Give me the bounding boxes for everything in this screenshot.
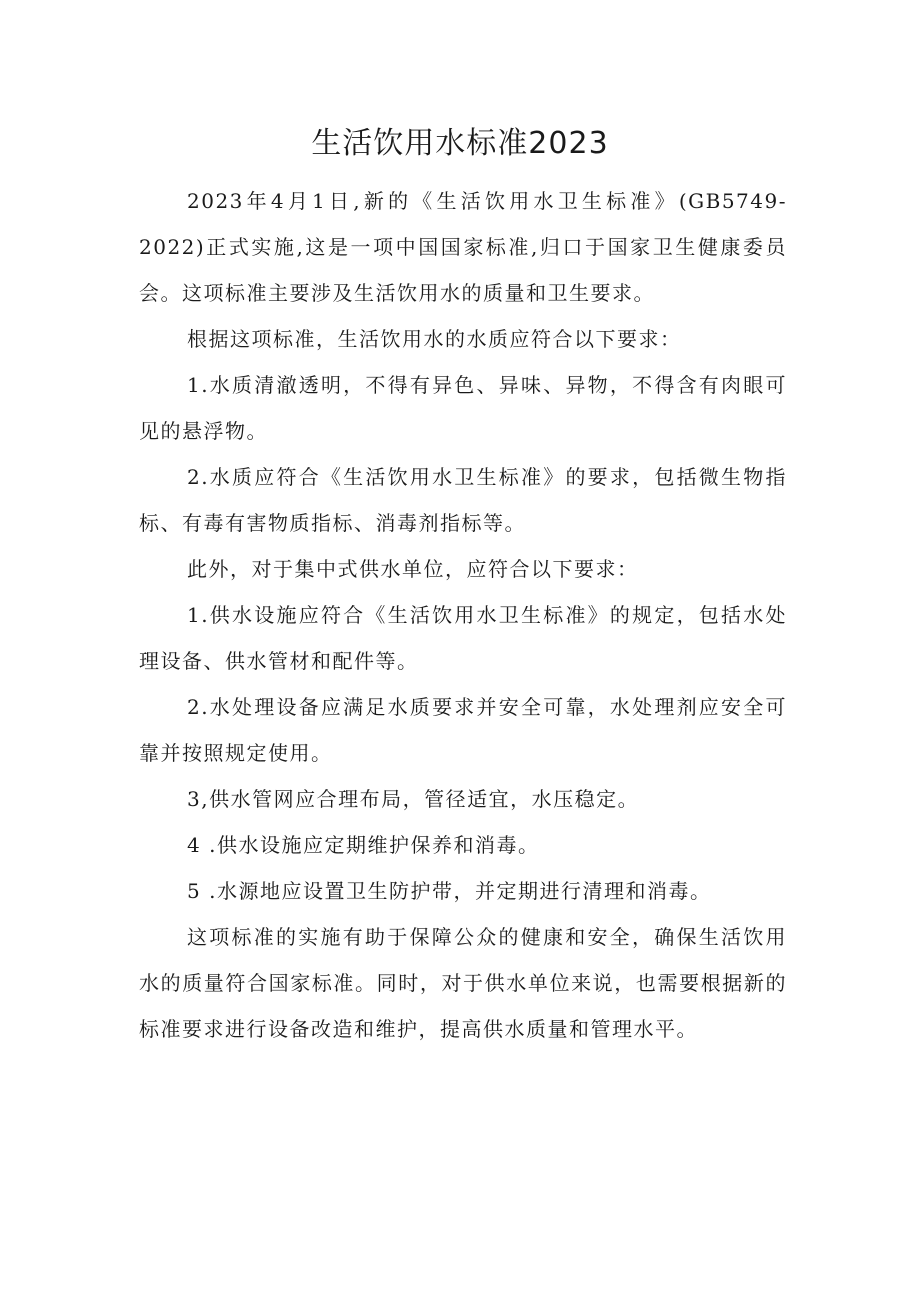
- paragraph-intro: 2023年4月1日,新的《生活饮用水卫生标准》(GB5749-2022)正式实施,这是一项中国国家标准,归口于国家卫生健康委员会。这项标准主要涉及生活饮用水的质量和卫生要求。: [139, 189, 787, 305]
- paragraph-supplier-item-1: 1.供水设施应符合《生活饮用水卫生标准》的规定，包括水处理设备、供水管材和配件等。: [139, 603, 787, 673]
- paragraph-supplier-item-4: 4 .供水设施应定期维护保养和消毒。: [187, 833, 540, 857]
- paragraph-supplier-lead: 此外，对于集中式供水单位，应符合以下要求：: [187, 557, 639, 581]
- paragraph-quality-item-2: 2.水质应符合《生活饮用水卫生标准》的要求，包括微生物指标、有毒有害物质指标、消毒剂指标等。: [139, 465, 787, 535]
- paragraph-supplier-item-2: 2.水处理设备应满足水质要求并安全可靠，水处理剂应安全可靠并按照规定使用。: [139, 695, 787, 765]
- paragraph-supplier-item-3: 3,供水管网应合理布局，管径适宜，水压稳定。: [187, 787, 640, 811]
- document-body: [139, 178, 787, 1052]
- paragraph-supplier-item-5: 5 .水源地应设置卫生防护带，并定期进行清理和消毒。: [187, 879, 712, 903]
- paragraph-conclusion: 这项标准的实施有助于保障公众的健康和安全，确保生活饮用水的质量符合国家标准。同时，对于供水单位来说，也需要根据新的标准要求进行设备改造和维护，提高供水质量和管理水平。: [139, 925, 787, 1041]
- document-title: 生活饮用水标准2023: [311, 126, 609, 161]
- paragraph-water-quality-lead: 根据这项标准，生活饮用水的水质应符合以下要求：: [187, 327, 682, 351]
- paragraph-quality-item-1: 1.水质清澈透明，不得有异色、异味、异物，不得含有肉眼可见的悬浮物。: [139, 373, 787, 443]
